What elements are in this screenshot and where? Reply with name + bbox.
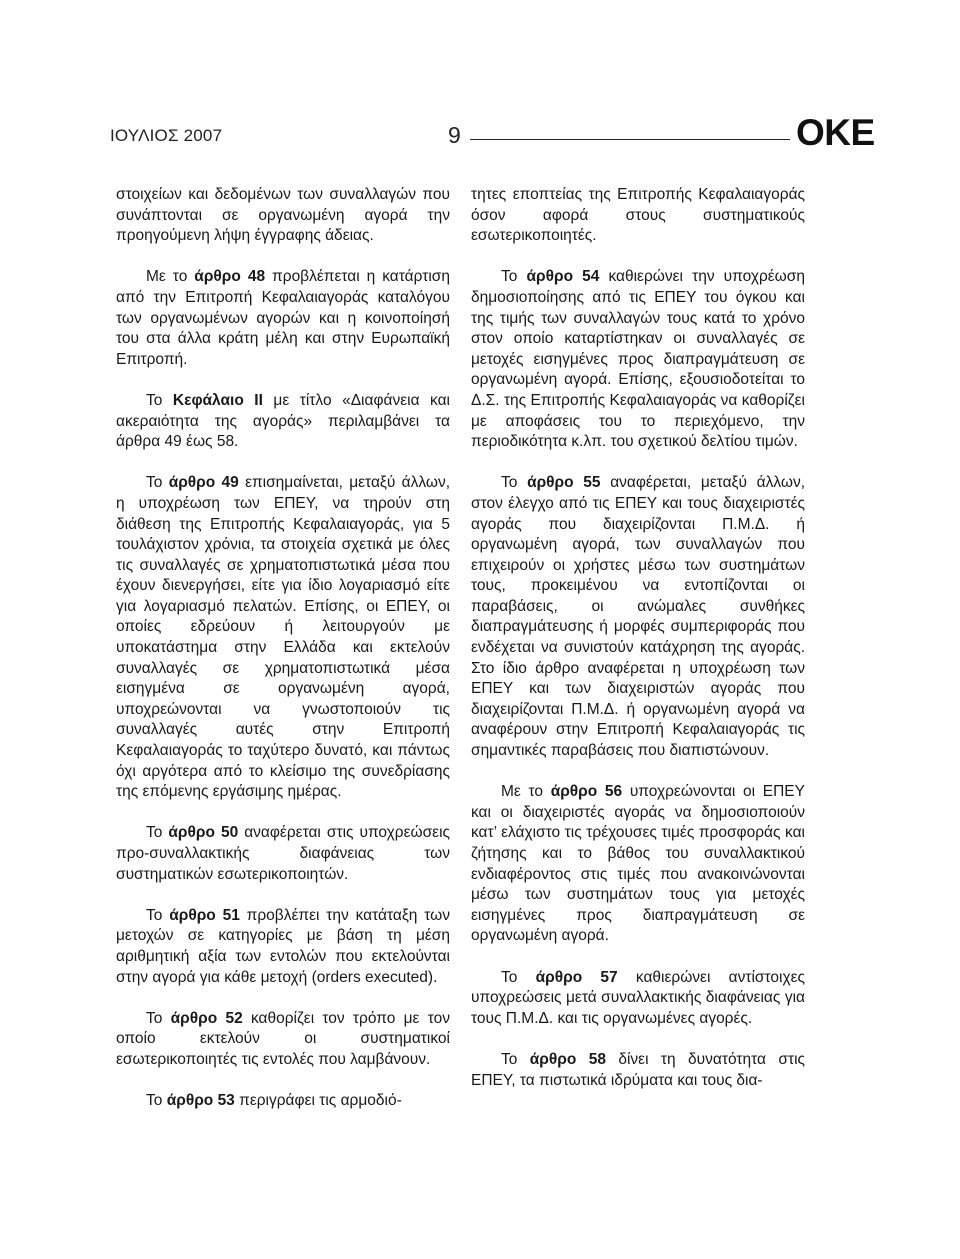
- paragraph-continuation: τητες εποπτείας της Επιτροπής Κεφαλαιαγοράς όσον αφορά στους συστηματικούς εσωτερικοποιητές.: [471, 186, 805, 245]
- paragraph-article-53: Το άρθρο 53 περιγράφει τις αρμοδιό-: [146, 1092, 402, 1110]
- publication-logo: ΟΚΕ: [796, 112, 875, 153]
- paragraph-article-50: Το άρθρο 50 αναφέρεται στις υποχρεώσεις προ-συναλλακτικής διαφάνειας των συστηματικών εσωτερικοποιητών.: [116, 824, 450, 883]
- issue-date: ΙΟΥΛΙΟΣ 2007: [110, 126, 223, 145]
- paragraph-article-51: Το άρθρο 51 προβλέπει την κατάταξη των μετοχών σε κατηγορίες με βάση τη μέση αριθμητική αξία των εντολών που εκτελούνται στην αγορά για κάθε μετοχή (orders executed).: [116, 906, 450, 986]
- paragraph-article-54: Το άρθρο 54 καθιερώνει την υποχρέωση δημοσιοποίησης από τις ΕΠΕΥ του όγκου και της τιμής των συναλλαγών τους κατά το χρόνο στον οποίο καταρτίστηκαν οι συναλλαγές σε μετοχές εισηγμένες προς διαπραγμάτευση σε οργανωμένη αγορά. Επίσης, εξουσιοδοτείται το Δ.Σ. της Επιτροπής Κεφαλαιαγοράς να καθορίζει με αποφάσεις του το περιεχόμενο, την περιοδικότητα κ.λπ. του σχετικού δελτίου τιμών.: [471, 268, 805, 451]
- header-rule: [470, 139, 790, 140]
- paragraph-article-49: Το άρθρο 49 επισημαίνεται, μεταξύ άλλων, η υποχρέωση των ΕΠΕΥ, να τηρούν στη διάθεση της Επιτροπής Κεφαλαιαγοράς, για 5 τουλάχιστον χρόνια, τα στοιχεία σχετικά με όλες τις συναλλαγές σε χρηματοπιστωτικά μέσα που έχουν διενεργήσει, είτε για ίδιο λογαριασμό είτε για λογαριασμό πελατών. Επίσης, οι ΕΠΕΥ, οι οποίες εδρεύουν ή λειτουργούν με υποκατάστημα στην Ελλάδα και εκτελούν συναλλαγές σε χρηματοπιστωτικά μέσα εισηγμένα σε οργανωμένη αγορά, υποχρεώνονται να γνωστοποιούν τις συναλλαγές αυτές στην Επιτροπή Κεφαλαιαγοράς το ταχύτερο δυνατό, και πάντως όχι αργότερα από το κλείσιμο της συνεδρίασης της επόμενης εργάσιμης ημέρας.: [116, 474, 450, 801]
- paragraph-chapter-ii: Το Κεφάλαιο II με τίτλο «Διαφάνεια και ακεραιότητα της αγοράς» περιλαμβάνει τα άρθρα 49 έως 58.: [116, 391, 450, 451]
- paragraph-article-52: Το άρθρο 52 καθορίζει τον τρόπο με τον οποίο εκτελούν οι συστηματικοί εσωτερικοποιητές τις εντολές που λαμβάνουν.: [116, 1009, 450, 1068]
- paragraph-article-56: Με το άρθρο 56 υποχρεώνονται οι ΕΠΕΥ και οι διαχειριστές αγοράς να δημοσιοποιούν κατ’ ελάχιστο τις τρέχουσες τιμές προσφοράς και ζήτησης και το βάθος του συναλλακτικού ενδιαφέροντος στις τιμές που ανακοινώνονται μέσω των συστημάτων τους για μετοχές εισηγμένες προς διαπραγμάτευση σε οργανωμένη αγορά.: [471, 783, 805, 945]
- paragraph-article-48: Με το άρθρο 48 προβλέπεται η κατάρτιση από την Επιτροπή Κεφαλαιαγοράς καταλόγου των οργανωμένων αγορών και η κοινοποίησή του στα άλλα κράτη μέλη και στην Ευρωπαϊκή Επιτροπή.: [116, 268, 450, 368]
- paragraph-article-58: Το άρθρο 58 δίνει τη δυνατότητα στις ΕΠΕΥ, τα πιστωτικά ιδρύματα και τους δια-: [471, 1050, 805, 1089]
- paragraph-continuation: στοιχείων και δεδομένων των συναλλαγών που συνάπτονται σε οργανωμένη αγορά την προηγούμενη λήψη έγγραφης άδειας.: [116, 186, 450, 245]
- paragraph-article-57: Το άρθρο 57 καθιερώνει αντίστοιχες υποχρεώσεις μετά συναλλακτικής διαφάνειας για τους Π.Μ.Δ. και τις οργανωμένες αγορές.: [471, 968, 805, 1027]
- left-column: [116, 185, 450, 1112]
- paragraph-article-55: Το άρθρο 55 αναφέρεται, μεταξύ άλλων, στον έλεγχο από τις ΕΠΕΥ και τους διαχειριστές αγοράς που διαχειρίζονται Π.Μ.Δ. ή οργανωμένη αγορά, των συναλλαγών που επιχειρούν οι χρήστες μέσω των συστημάτων τους, προκειμένου να εντοπίζονται οι παραβάσεις, οι ανώμαλες συνθήκες διαπραγμάτευσης ή μορφές συμπεριφοράς που ενδέχεται να συνιστούν κατάχρηση της αγοράς. Στο ίδιο άρθρο αναφέρεται η υποχρέωση των ΕΠΕΥ και των διαχειριστών αγοράς που διαχειρίζονται Π.Μ.Δ. ή οργανωμένη αγορά να αναφέρουν στην Επιτροπή Κεφαλαιαγοράς τις σημαντικές παραβάσεις που διαπιστώνουν.: [471, 474, 805, 760]
- page-number: 9: [448, 122, 461, 148]
- right-column: [471, 185, 805, 1091]
